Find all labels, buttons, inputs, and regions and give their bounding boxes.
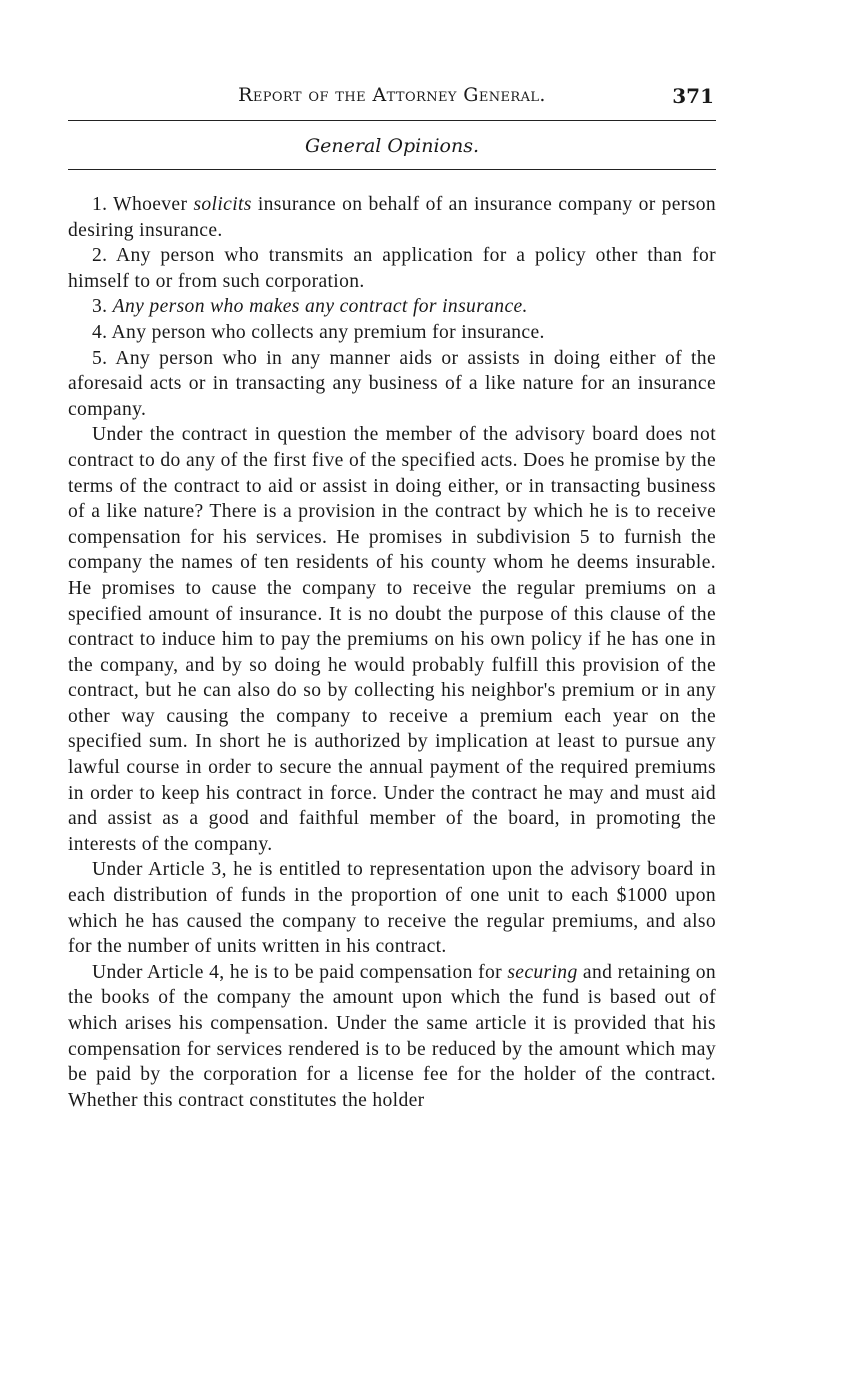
header-rule-bottom: [68, 169, 716, 170]
list-item-3: 3. Any person who makes any contract for insurance.: [92, 296, 528, 318]
list-item-2: 2. Any person who transmits an application for a policy other than for himself to or from such corporation.: [68, 245, 716, 292]
page: [68, 84, 716, 1113]
paragraph-3: Under Article 4, he is to be paid compensation for securing and retaining on the books of the company the amount upon which the fund is based out of which arises his compensation. Under the same article it is provided that his compensation for services rendered is to be reduced by the amount which may be paid by the corporation for a license fee for the holder of the contract. Whether this contract constitutes the holder: [68, 961, 716, 1111]
page-header: [68, 84, 716, 120]
paragraph-1: Under the contract in question the member of the advisory board does not contract to do any of the first five of the specified acts. Does he promise by the terms of the contract to aid or assist in doing either, or in transacting business of a like nature? There is a provision in the contract by which he is to receive compensation for his services. He promises in subdivision 5 to furnish the company the names of ten residents of his county whom he deems insurable. He promises to cause the company to receive the regular premiums on a specified amount of insurance. It is no doubt the purpose of this clause of the contract to induce him to pay the premiums on his own policy if he has one in the company, and by so doing he would probably fulfill this provision of the contract, but he can also do so by collecting his neighbor's premium or in any other way causing the company to receive a premium each year on the specified sum. In short he is authorized by implication at least to pursue any lawful course in order to secure the annual payment of the required premiums in order to keep his contract in force. Under the contract he may and must aid and assist as a good and faithful member of the board, in promoting the interests of the company.: [68, 424, 716, 855]
list-item-1: 1. Whoever solicits insurance on behalf of an insurance company or person desiring insurance.: [68, 194, 716, 241]
body-text: [68, 192, 716, 1113]
list-item-5: 5. Any person who in any manner aids or assists in doing either of the aforesaid acts or in transacting any business of a like nature for an insurance company.: [68, 347, 716, 420]
page-number: 371: [672, 84, 714, 108]
running-head: Report of the Attorney General.: [238, 84, 546, 106]
header-rule-top: [68, 120, 716, 121]
list-item-4: 4. Any person who collects any premium for insurance.: [92, 321, 545, 343]
section-title: General Opinions.: [304, 135, 480, 157]
paragraph-2: Under Article 3, he is entitled to representation upon the advisory board in each distribution of funds in the proportion of one unit to each $1000 upon which he has caused the company to receive the regular premiums, and also for the number of units written in his contract.: [68, 859, 716, 958]
